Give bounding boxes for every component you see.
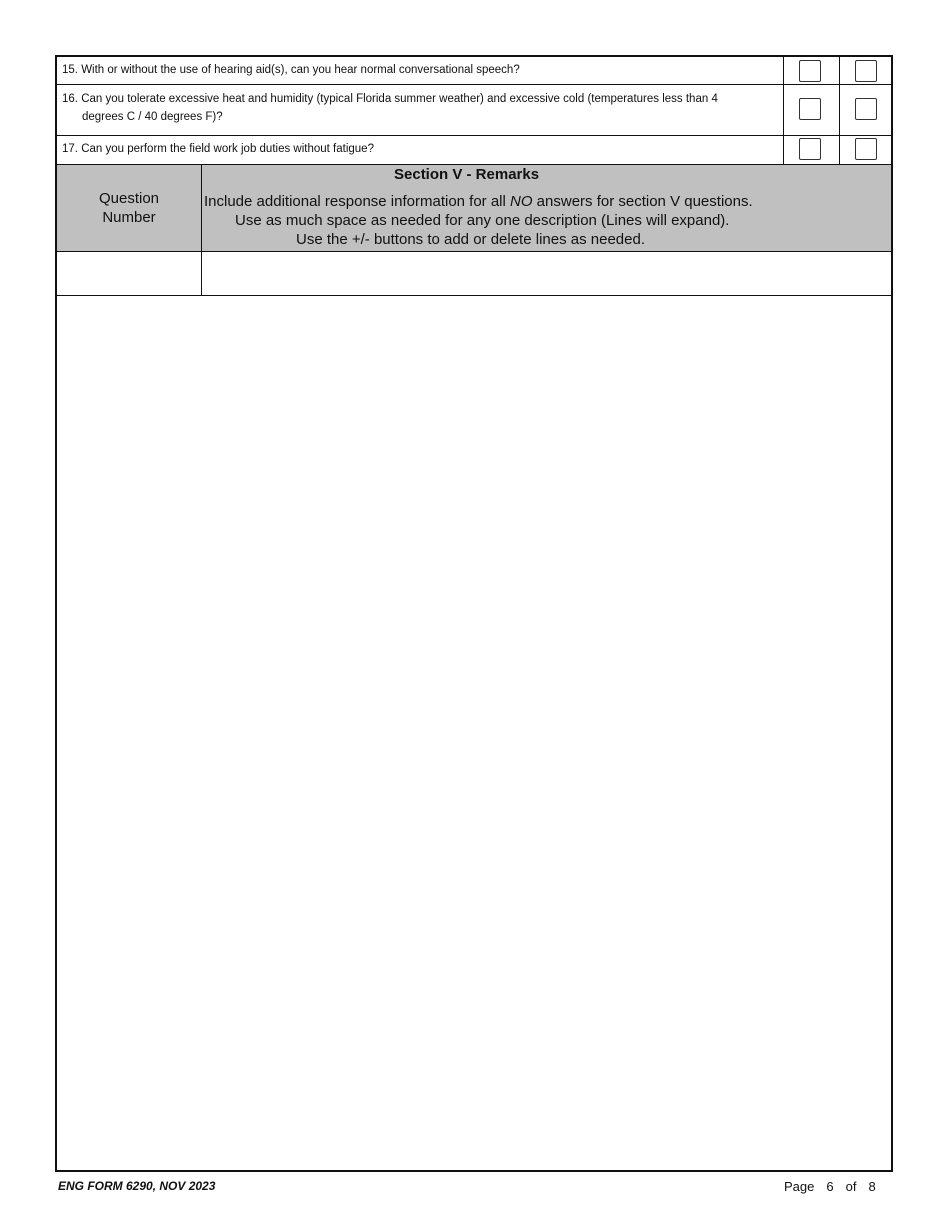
page-number: 6	[826, 1179, 834, 1194]
question-number-label-line2: Number	[102, 209, 156, 226]
remark-row	[57, 252, 891, 296]
question-15-no-checkbox[interactable]	[855, 60, 877, 82]
of-label: of	[845, 1179, 857, 1194]
form-id: ENG FORM 6290, NOV 2023	[58, 1179, 216, 1193]
form-frame	[55, 55, 893, 1172]
question-17-text	[62, 140, 374, 158]
question-17-number: 17.	[62, 143, 78, 155]
remark-text-field[interactable]	[203, 252, 891, 295]
question-15-number: 15.	[62, 64, 78, 76]
page-indicator	[784, 1179, 888, 1194]
page-total: 8	[868, 1179, 876, 1194]
question-row-15	[57, 57, 891, 85]
question-number-label-line1: Question	[98, 190, 160, 207]
question-17-label: Can you perform the field work job duties without fatigue?	[81, 143, 374, 155]
remarks-instruction-1: Include additional response information for all NO answers for section V questions.	[204, 193, 753, 210]
remarks-header	[57, 165, 891, 252]
remarks-instruction-3: Use the +/- buttons to add or delete lines as needed.	[296, 231, 645, 248]
page-label: Page	[784, 1179, 815, 1194]
remarks-instruction-2: Use as much space as needed for any one description (Lines will expand).	[235, 212, 730, 229]
question-16-text	[62, 90, 718, 126]
question-16-label-cont: degrees C / 40 degrees F)?	[82, 111, 223, 123]
question-15-yes-checkbox[interactable]	[799, 60, 821, 82]
question-16-yes-checkbox[interactable]	[799, 98, 821, 120]
section-title: Section V - Remarks	[394, 166, 540, 183]
question-row-16	[57, 85, 891, 136]
question-15-label: With or without the use of hearing aid(s), can you hear normal conversational speech?	[81, 64, 520, 76]
question-number-header	[57, 165, 202, 251]
question-17-no-checkbox[interactable]	[855, 138, 877, 160]
question-16-no-checkbox[interactable]	[855, 98, 877, 120]
question-16-label: Can you tolerate excessive heat and humidity (typical Florida summer weather) and excessive cold (temperatures less than 4	[81, 93, 718, 105]
question-17-yes-checkbox[interactable]	[799, 138, 821, 160]
question-16-number: 16.	[62, 93, 78, 105]
question-row-17	[57, 136, 891, 165]
remark-question-number-field[interactable]	[57, 252, 202, 295]
question-15-text	[62, 61, 520, 79]
